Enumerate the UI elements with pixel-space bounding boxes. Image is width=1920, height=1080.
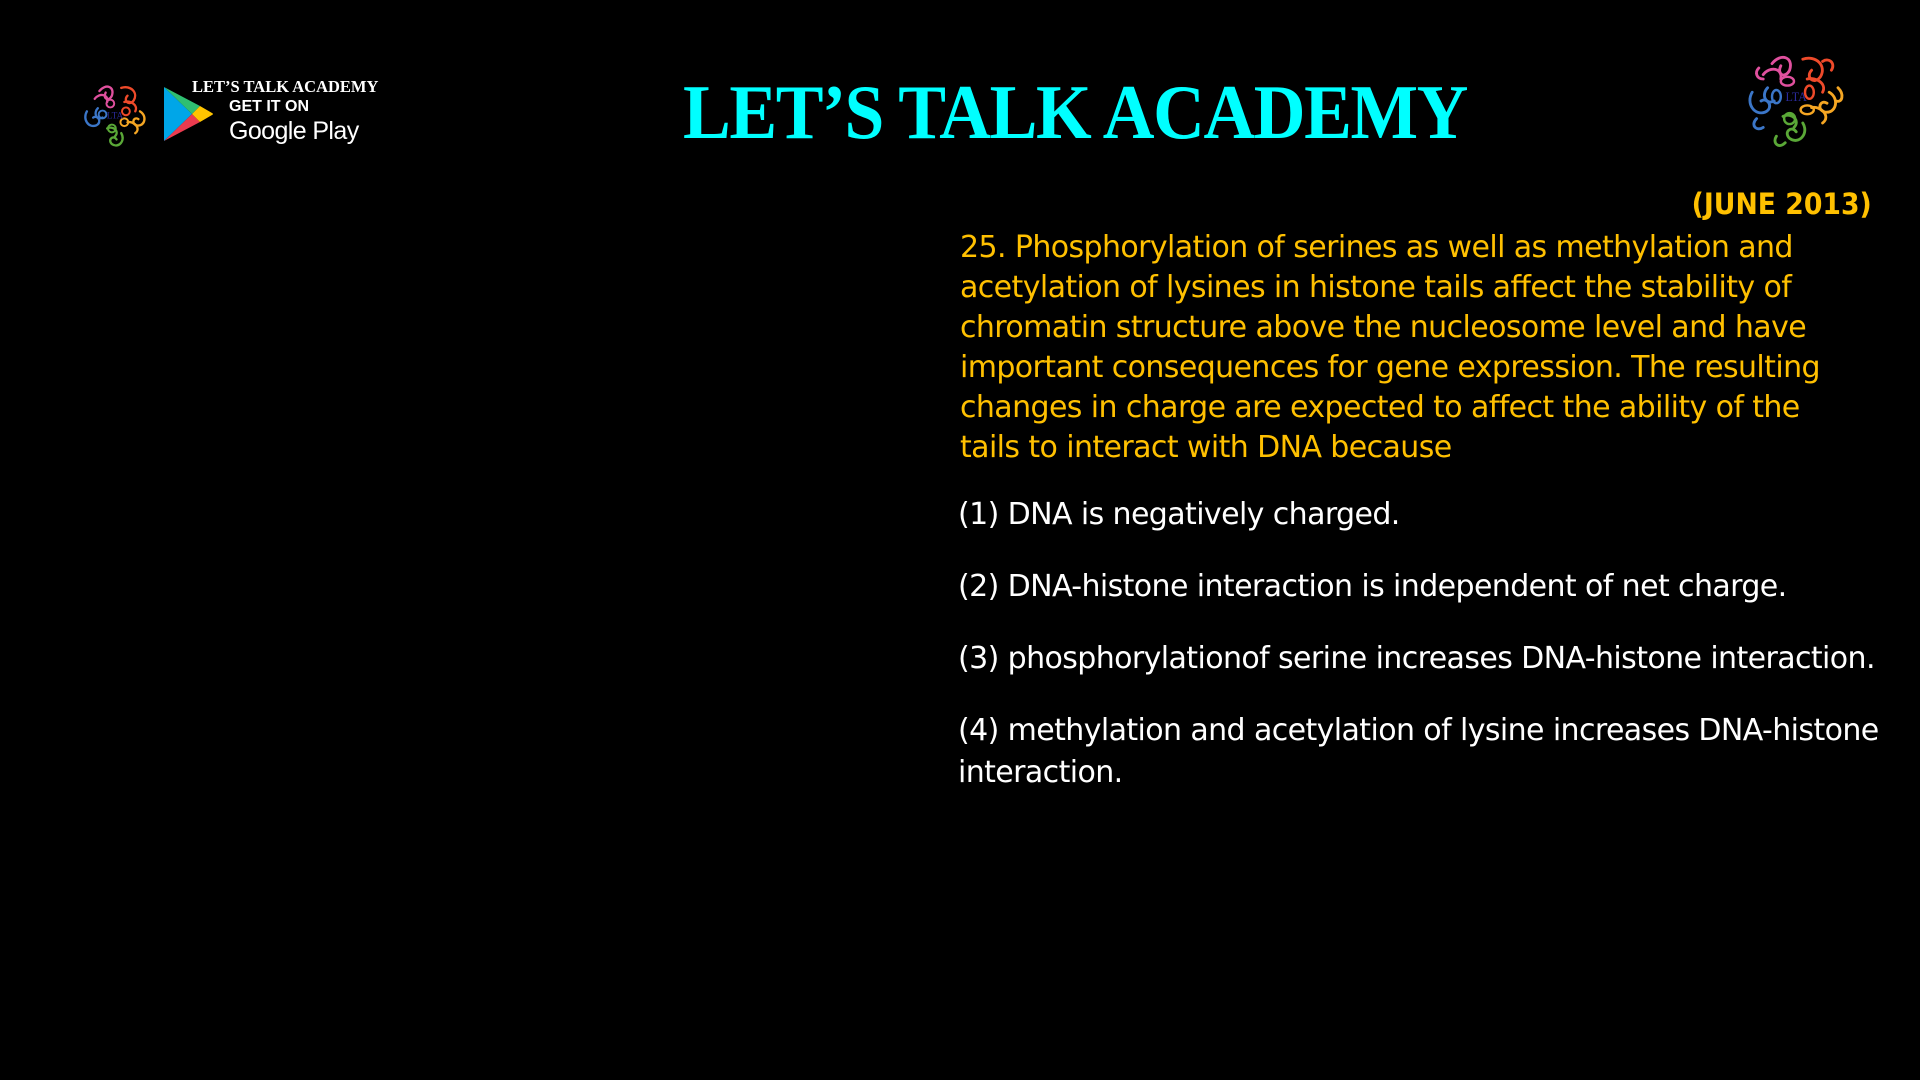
question-line: 25. Phosphorylation of serines as well as methylation and	[960, 230, 1793, 265]
option-line: (1) DNA is negatively charged.	[958, 497, 1400, 532]
question-line: acetylation of lysines in histone tails affect the stability of	[960, 270, 1792, 305]
exam-year-tag: (JUNE 2013)	[1691, 187, 1872, 221]
option-line: interaction.	[958, 755, 1123, 790]
svg-text:LTA: LTA	[106, 111, 124, 122]
question-line: chromatin structure above the nucleosome level and have	[960, 310, 1807, 345]
page-title: LET’S TALK ACADEMY	[683, 69, 1467, 155]
question-line: tails to interact with DNA because	[960, 430, 1452, 465]
svg-text:LTA: LTA	[1785, 90, 1807, 104]
question-line: important consequences for gene expression. The resulting	[960, 350, 1820, 385]
option-line: (2) DNA-histone interaction is independent of net charge.	[958, 569, 1787, 604]
protein-ring-logo-icon	[1736, 46, 1852, 156]
protein-ring-logo-icon	[76, 77, 154, 155]
answer-options	[958, 494, 1908, 824]
answer-option-2	[958, 566, 1908, 608]
answer-option-1	[958, 494, 1908, 536]
answer-option-3	[958, 638, 1908, 680]
badge-academy-label: LET’S TALK ACADEMY	[192, 77, 379, 96]
badge-store-name: Google Play	[229, 117, 359, 145]
badge-get-it-on: GET IT ON	[229, 98, 309, 115]
option-line: (3) phosphorylationof serine increases DNA-histone interaction.	[958, 641, 1875, 676]
question-line: changes in charge are expected to affect the ability of the	[960, 390, 1800, 425]
google-play-badge[interactable]	[160, 76, 420, 156]
answer-option-4	[958, 710, 1908, 794]
option-line: (4) methylation and acetylation of lysine increases DNA-histone	[958, 713, 1879, 748]
question-text	[960, 228, 1900, 468]
